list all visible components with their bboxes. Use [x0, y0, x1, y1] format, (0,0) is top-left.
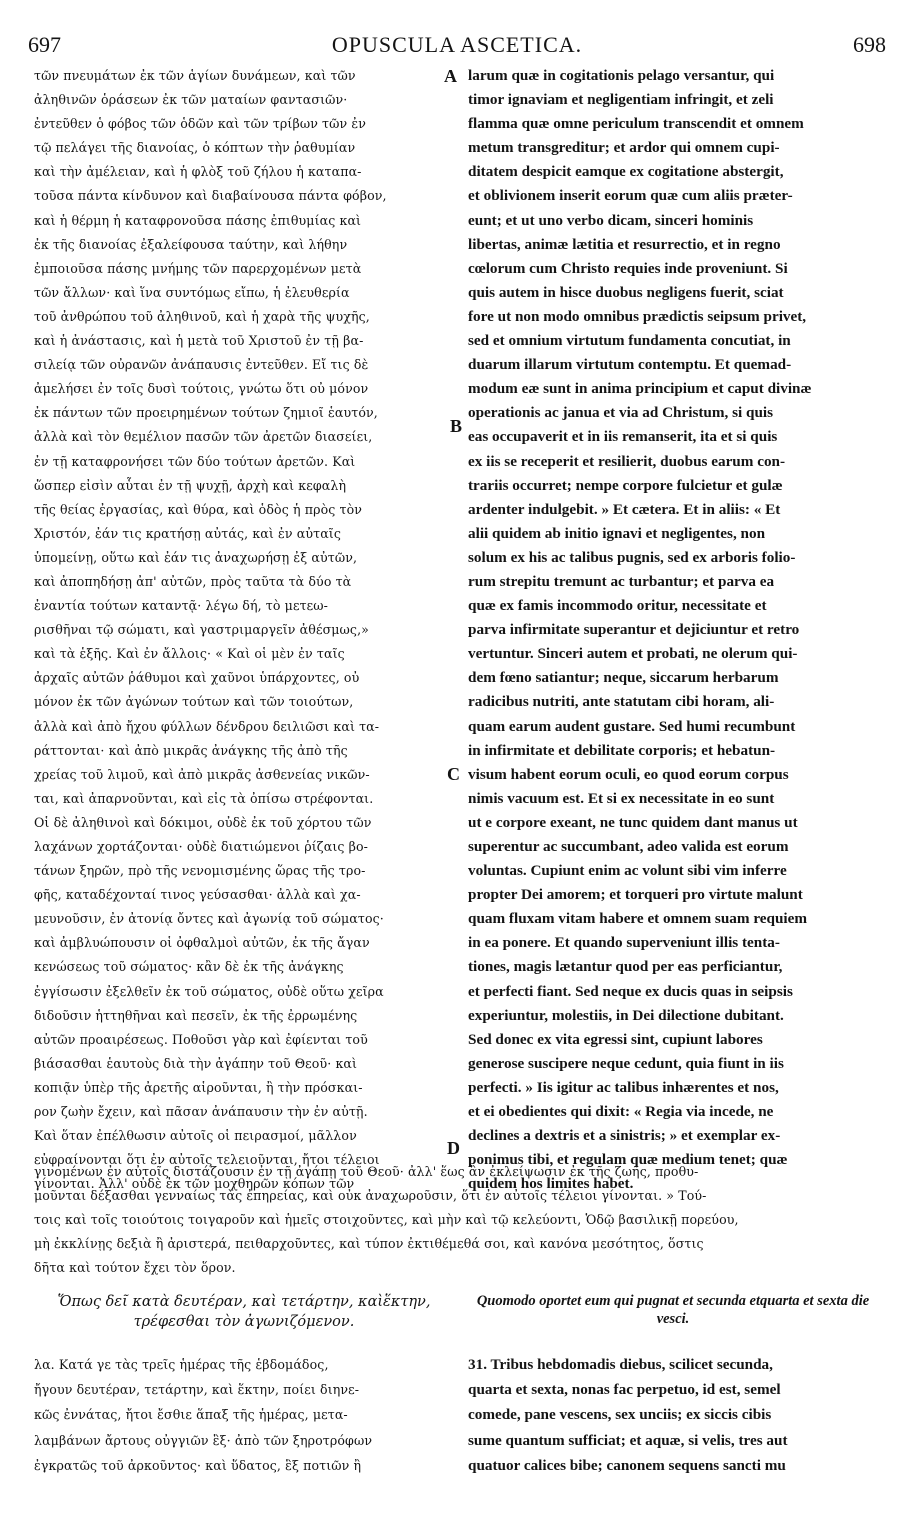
text-line: propter Dei amorem; et torqueri pro virtute malunt [468, 886, 803, 904]
text-line: quam fluxam vitam habere et omnem suam requiem [468, 910, 808, 928]
latin-column-section-31 [468, 1352, 878, 1478]
text-line: καὶ ἀποπηδήσῃ ἀπ' αὐτῶν, πρὸς ταῦτα τὰ δύο τὰ [34, 573, 352, 589]
text-line: ἐκ τῆς διανοίας ἐξαλείφουσα ταύτην, καὶ λήθην [34, 236, 348, 252]
text-line: metum transgreditur; et ardor qui omnem cupi- [468, 139, 780, 157]
text-line: larum quæ in cogitationis pelago versantur, qui [468, 67, 775, 84]
text-line: operationis ac janua et via ad Christum, si quis [468, 404, 774, 422]
text-line: eunt; et ut uno verbo dicam, sinceri hominis [468, 211, 754, 229]
text-line: Οἱ δὲ ἀληθινοὶ καὶ δόκιμοι, οὐδὲ ἐκ τοῦ χόρτου τῶν [34, 814, 372, 830]
text-line: libertas, animæ lætitia et resurrectio, et in regno [468, 235, 781, 253]
text-line: Sed donec ex vita egressi sint, cupiunt labores [468, 1030, 763, 1048]
page-number-right: 698 [853, 32, 886, 57]
text-line: sed et omnium virtutum fundamenta concutiat, in [468, 332, 791, 350]
text-line: τῶν ἄλλων· καὶ ἵνα συντόμως εἴπω, ἡ ἐλευθερία [34, 284, 350, 300]
text-line: ἐγγίσωσιν ἐξελθεῖν ἐκ τοῦ σώματος, οὐδὲ οὕτω χεῖρα [34, 983, 384, 999]
text-line: perfecti. » Iis igitur ac talibus inhærentes et nos, [468, 1078, 779, 1096]
greek-column [34, 64, 452, 1196]
text-line: vertuntur. Sinceri autem et probati, ne olerum qui- [468, 645, 798, 663]
text-line: superentur ac succumbant, adeo valida est eorum [468, 838, 789, 855]
text-line: μόνον ἐκ τῶν ἀγώνων τούτων καὶ τῶν τοιούτων, [34, 694, 354, 710]
text-line: ἐγκρατῶς τοῦ ἀρκοῦντος· καὶ ὕδατος, ἓξ ποτιῶν ἢ [34, 1457, 362, 1473]
text-line: nimis vacuum est. Et si ex necessitate in eo sunt [468, 789, 775, 807]
text-line: in ea ponere. Et quando superveniunt illis tenta- [468, 934, 780, 952]
text-line: ράττονται· καὶ ἀπὸ μικρᾶς ἀνάγκης τῆς ἀπὸ τῆς [34, 742, 348, 758]
text-line: generose suscipere neque cedunt, quia fiunt in iis [468, 1054, 784, 1072]
text-line: φῆς, καταδέχονταί τινος γεύσασθαι· ἀλλὰ καὶ χα- [34, 887, 361, 903]
text-line: τῶν πνευμάτων ἐκ τῶν ἁγίων δυνάμεων, καὶ τῶν [34, 68, 356, 83]
text-line: χρείας τοῦ λιμοῦ, καὶ ἀπὸ μικρᾶς ἀσθενείας νικῶν- [34, 766, 370, 782]
text-line: Ὅπως δεῖ κατὰ δευτέραν, καὶ τετάρτην, καὶ [57, 1294, 384, 1310]
text-line: καὶ ἡ ἀνάστασις, καὶ ἡ μετὰ τοῦ Χριστοῦ ἐν τῇ βα- [34, 333, 364, 349]
text-line: et ei obedientes qui dixit: « Regia via incede, ne [468, 1103, 774, 1121]
text-line: flamma quæ omne periculum transcendit et omnem [468, 115, 804, 133]
text-line: quæ ex famis incommodo oritur, necessitate et [468, 597, 767, 615]
text-line: ἀρχαῖς αὐτῶν ῥάθυμοι καὶ χαῦνοι ὑπάρχοντες, οὐ [34, 670, 360, 686]
text-line: τῆς θείας ἐργασίας, καὶ θύρα, καὶ ὁδὸς ἡ πρὸς τὸν [34, 501, 363, 517]
text-line: ἐναντία τούτων καταντᾷ· λέγω δή, τὸ μετεω- [34, 598, 328, 614]
text-line: radicibus nutriti, ante statutam cibi horam, ali- [468, 693, 775, 711]
text-line: ὑπομείνῃ, οὕτω καὶ ἐάν τις ἀναχωρήσῃ ἐξ αὐτῶν, [34, 549, 358, 565]
text-line: eas occupaverit et in iis remanserit, ita et si quis [468, 428, 778, 446]
text-line: quidem hos limites habet. [468, 1175, 634, 1193]
text-line: καὶ τὴν ἀμέλειαν, καὶ ἡ φλὸξ τοῦ ζήλου ἡ καταπα- [34, 164, 362, 180]
text-line: ἕκτην, τρέφεσθαι τὸν ἀγωνιζόμενον. [133, 1294, 431, 1330]
text-line: ἐντεῦθεν ὁ φόβος τῶν ὁδῶν καὶ τῶν τρίβων τῶν ἐν [34, 116, 366, 132]
text-line: trariis occurret; nempe corpore fulcietur et gulæ [468, 476, 783, 494]
text-line: ὥσπερ εἰσὶν αὗται ἐν τῇ ψυχῇ, ἀρχὴ καὶ κεφαλὴ [34, 477, 347, 493]
text-line: ex iis se receperit et resilierit, duobus earum con- [468, 452, 786, 470]
text-line: ἐμποιοῦσα πάσης μνήμης τῶν παρερχομένων μετὰ [34, 260, 362, 276]
text-line: quam earum audent gustare. Sed humi recumbunt [468, 717, 796, 735]
text-line: τοῦ ἀνθρώπου τοῦ ἀληθινοῦ, καὶ ἡ χαρὰ τῆς ψυχῆς, [34, 308, 370, 324]
text-line: comede, pane vescens, sex unciis; ex siccis cibis [468, 1406, 772, 1424]
latin-column [468, 64, 878, 1196]
text-line: quarta et sexta die vesci. [656, 1293, 870, 1327]
text-line: fore ut non modo omnibus prædictis seipsum privet, [468, 307, 807, 325]
text-line: μὴ ἐκκλίνῃς δεξιὰ ἢ ἀριστερά, πειθαρχοῦντες, καὶ τύπον ἐκτιθέμεθά σοι, καὶ κανόνα μεσότητος, ὅστις [34, 1236, 704, 1252]
text-line: τῷ πελάγει τῆς διανοίας, ὁ κόπτων τὴν ῥαθυμίαν [34, 140, 356, 156]
text-line: σιλείᾳ τῶν οὐρανῶν ἀνάπαυσις ἐντεῦθεν. Εἴ τις δὲ [34, 357, 369, 373]
margin-marker-c: C [447, 764, 460, 784]
text-line: quatuor calices bibe; canonem sequens sancti mu [468, 1456, 786, 1474]
text-line: μοῦνται δέξασθαι γενναίως τὰς ἐπηρείας, καὶ οὐκ ἀναχωροῦσιν, ὅτι ἐν αὐτοῖς τέλειοι γίνονται. » Τού- [34, 1188, 707, 1204]
margin-marker-b: B [450, 416, 463, 436]
text-line: γινομένων ἐν αὐτοῖς διστάζουσιν ἐν τῇ ἀγάπῃ τοῦ Θεοῦ· ἀλλ' ἕως ἂν ἐκλείψωσιν ἐκ τῆς ζωῆς, προθυ- [34, 1164, 699, 1179]
text-line: quis autem in hisce duobus negligens fuerit, sciat [468, 283, 784, 301]
text-line: τάνων ξηρῶν, πρὸ τῆς νενομισμένης ὥρας τῆς τρο- [34, 863, 366, 879]
text-line: 31. Tribus hebdomadis diebus, scilicet secunda, [468, 1356, 773, 1373]
text-line: κενώσεως τοῦ σώματος· κἂν δὲ ἐκ τῆς ἀνάγκης [34, 959, 344, 975]
text-line: solum ex his ac talibus pugnis, sed ex arboris folio- [468, 548, 796, 566]
text-line: ardenter indulgebit. » Et cætera. Et in aliis: « Et [468, 500, 781, 518]
text-line: μευνοῦσιν, ἐν ἀτονίᾳ ὄντες καὶ ἀγωνίᾳ τοῦ σώματος· [34, 911, 384, 927]
text-line: ἐκ πάντων τῶν προειρημένων τούτων ζημιοῖ ἑαυτόν, [34, 405, 378, 421]
running-header [28, 32, 886, 66]
text-line: αὐτῶν προαιρέσεως. Ποθοῦσι γὰρ καὶ ἐφίενται τοῦ [34, 1031, 368, 1047]
text-line: duarum illarum virtutum contemptu. Et quemad- [468, 356, 792, 374]
text-line: καὶ τὰ ἑξῆς. Καὶ ἐν ἄλλοις· « Καὶ οἱ μὲν ἐν ταῖς [34, 646, 345, 662]
text-line: sume quantum sufficiat; et aquæ, si velis, tres aut [468, 1431, 788, 1449]
text-line: experiuntur, molestiis, in Dei dilectione dubitant. [468, 1006, 784, 1024]
text-line: ut e corpore exeant, ne tunc quidem dant manus ut [468, 813, 798, 831]
text-line: ἀληθινῶν ὁράσεων ἐκ τῶν ματαίων φαντασιῶν· [34, 92, 348, 108]
text-line: visum habent eorum oculi, eo quod eorum corpus [468, 765, 789, 783]
margin-marker-d: D [447, 1138, 460, 1158]
text-line: διδοῦσιν ἡττηθῆναι καὶ πεσεῖν, ἐκ τῆς ἐρρωμένης [34, 1007, 358, 1023]
text-line: καὶ ἀμβλυώπουσιν οἱ ὀφθαλμοὶ αὐτῶν, ἐκ τῆς ἄγαν [34, 935, 370, 951]
text-line: λαχάνων χορτάζονται· οὐδὲ διατιώμενοι ῥίζαις βο- [34, 839, 369, 854]
text-line: tiones, magis lætantur quod per eas perficiantur, [468, 958, 783, 976]
text-line: τοις καὶ τοῖς τοιούτοις τοιγαροῦν καὶ ἡμεῖς στοιχοῦντες, καὶ μὴν καὶ τῷ κελεύοντι, Ὁδῷ βασιλικῇ πορεύου, [34, 1212, 739, 1228]
text-line: κοπιᾷν ὑπὲρ τῆς ἀρετῆς αἱροῦνται, ἢ τὴν πρόσκαι- [34, 1079, 363, 1095]
section-heading-greek [34, 1292, 454, 1332]
text-line: ρον ζωὴν ἔχειν, καὶ πᾶσαν ἀνάπαυσιν τὴν ἐν αὐτῇ. [34, 1104, 368, 1120]
page-number-left: 697 [28, 32, 61, 57]
text-line: τοῦσα πάντα κίνδυνον καὶ διαβαίνουσα πάντα φόβον, [34, 188, 387, 204]
text-line: declines a dextris et a sinistris; » et exemplar ex- [468, 1127, 781, 1145]
text-line: βιάσασθαι ἑαυτοὺς διὰ τὴν ἀγάπην τοῦ Θεοῦ· καὶ [34, 1055, 358, 1071]
text-line: Χριστόν, ἐάν τις κρατήσῃ αὐτάς, καὶ ἐν αὐταῖς [34, 525, 341, 541]
text-line: ἐν τῇ καταφρονήσει τῶν δύο τούτων ἀρετῶν. Καὶ [34, 453, 356, 469]
text-line: voluntas. Cupiunt enim ac volunt sibi vim inferre [468, 862, 787, 880]
margin-marker-a: A [444, 66, 457, 86]
text-line: parva infirmitate superantur et dejiciuntur et retro [468, 621, 800, 639]
text-line: timor ignaviam et negligentiam infringit, et zeli [468, 91, 774, 109]
text-line: et oblivionem inserit eorum quæ cum aliis præter- [468, 187, 793, 205]
text-line: ἤγουν δευτέραν, τετάρτην, καὶ ἕκτην, ποίει διηνε- [34, 1382, 360, 1398]
text-line: ρισθῆναι τῷ σώματι, καὶ γαστριμαργεῖν ἀθέσμως,» [34, 622, 369, 638]
text-line: Quomodo oportet eum qui pugnat et secunda et [476, 1293, 761, 1309]
text-line: dem fœno satiantur; neque, siccarum herbarum [468, 669, 779, 687]
section-heading-latin [468, 1292, 878, 1328]
text-line: καὶ ἡ θέρμη ἡ καταφρονοῦσα πάσης ἐπιθυμίας καὶ [34, 212, 362, 228]
text-line: Καὶ ὅταν ἐπέλθωσιν αὐτοῖς οἱ πειρασμοί, μᾶλλον [34, 1128, 357, 1144]
text-line: modum eæ sunt in anima principium et caput divinæ [468, 380, 812, 398]
text-line: in infirmitate et debilitate corporis; et hebatun- [468, 741, 776, 759]
text-line: λα. Κατά γε τὰς τρεῖς ἡμέρας τῆς ἑβδομάδος, [34, 1357, 329, 1372]
greek-column-section-31 [34, 1352, 452, 1478]
text-line: rum strepitu tremunt ac turbantur; et parva ea [468, 572, 775, 590]
text-line: κῶς ἐννάτας, ἤτοι ἔσθιε ἅπαξ τῆς ἡμέρας, μετα- [34, 1407, 348, 1423]
running-title: OPUSCULA ASCETICA. [331, 32, 583, 57]
text-line: ditatem despicit eamque ex cogitatione abstergit, [468, 163, 784, 181]
text-line: ἀμελήσει ἐν τοῖς δυσὶ τούτοις, γνώτω ὅτι οὐ μόνον [34, 381, 369, 397]
text-line: δῆτα καὶ τούτον ἔχει τὸν ὅρον. [34, 1260, 236, 1276]
text-line: cœlorum cum Christo requies inde proveniunt. Si [468, 259, 788, 277]
greek-full-width-continuation [34, 1160, 880, 1280]
text-line: ἀλλὰ καὶ τὸν θεμέλιον πασῶν τῶν ἀρετῶν διασείει, [34, 429, 373, 445]
text-line: γίνονται. Ἀλλ' οὐδὲ ἐκ τῶν μοχθηρῶν κόπων τῶν [34, 1176, 355, 1192]
text-line: alii quidem ab initio ignavi et negligentes, non [468, 524, 766, 542]
text-line: εὐφραίνονται ὅτι ἐν αὐτοῖς τελειοῦνται, ἤτοι τέλειοι [34, 1152, 380, 1168]
text-line: quarta et sexta, nonas fac perpetuo, id est, semel [468, 1381, 781, 1399]
text-line: ἀλλὰ καὶ ἀπὸ ἤχου φύλλων δένδρου δειλιῶσι καὶ τα- [34, 718, 380, 734]
text-line: ται, καὶ ἀπαρνοῦνται, καὶ εἰς τὰ ὀπίσω στρέφονται. [34, 790, 374, 806]
text-line: ponimus tibi, et regulam quæ medium tenet; quæ [468, 1151, 788, 1169]
text-line: λαμβάνων ἄρτους οὐγγιῶν ἓξ· ἀπὸ τῶν ξηροτρόφων [34, 1432, 373, 1448]
text-line: et perfecti fiant. Sed neque ex ducis quas in seipsis [468, 982, 793, 1000]
